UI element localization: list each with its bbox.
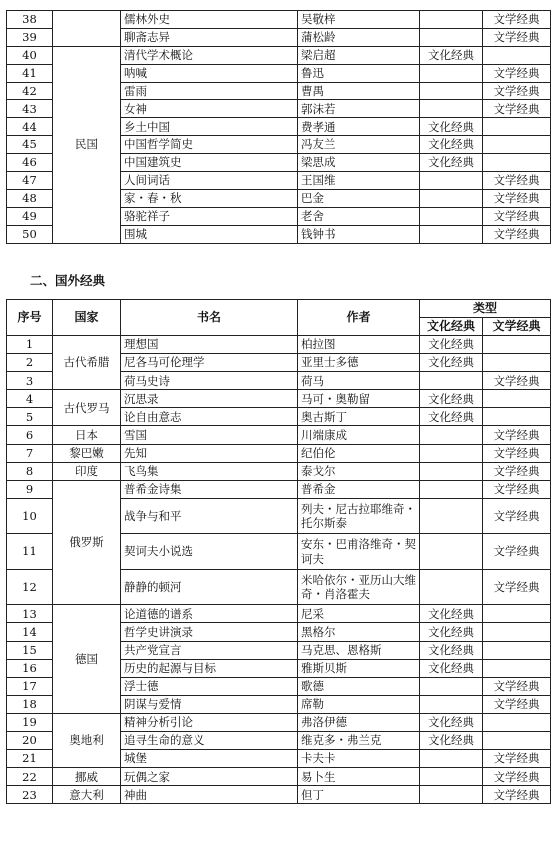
country-cell: 黎巴嫩 (53, 444, 121, 462)
book-title: 先知 (121, 444, 298, 462)
literature-classic (483, 641, 551, 659)
book-author: 普希金 (298, 480, 420, 498)
book-title: 沉思录 (121, 390, 298, 408)
culture-classic (420, 225, 483, 243)
book-title: 历史的起源与目标 (121, 659, 298, 677)
literature-classic (483, 623, 551, 641)
header-author: 作者 (298, 300, 420, 336)
book-title: 精神分析引论 (121, 713, 298, 731)
row-number: 17 (7, 677, 53, 695)
table-row (7, 46, 551, 64)
book-author: 泰戈尔 (298, 462, 420, 480)
literature-classic: 文学经典 (483, 750, 551, 768)
culture-classic (420, 28, 483, 46)
book-title: 呐喊 (121, 64, 298, 82)
culture-classic: 文化经典 (420, 641, 483, 659)
book-author: 老舍 (298, 207, 420, 225)
book-title: 女神 (121, 100, 298, 118)
book-title: 乡土中国 (121, 118, 298, 136)
country-cell: 古代希腊 (53, 336, 121, 390)
literature-classic: 文学经典 (483, 768, 551, 786)
culture-classic: 文化经典 (420, 46, 483, 64)
culture-classic: 文化经典 (420, 136, 483, 154)
book-author: 奥古斯丁 (298, 408, 420, 426)
literature-classic (483, 154, 551, 172)
table-row (7, 336, 551, 354)
book-title: 战争与和平 (121, 498, 298, 534)
book-author: 维克多・弗兰克 (298, 732, 420, 750)
book-title: 飞鸟集 (121, 462, 298, 480)
row-number: 21 (7, 750, 53, 768)
literature-classic: 文学经典 (483, 695, 551, 713)
book-title: 围城 (121, 225, 298, 243)
country-cell: 日本 (53, 426, 121, 444)
literature-classic (483, 118, 551, 136)
culture-classic (420, 444, 483, 462)
header-number: 序号 (7, 300, 53, 336)
country-cell: 奥地利 (53, 713, 121, 767)
row-number: 2 (7, 354, 53, 372)
literature-classic (483, 136, 551, 154)
book-author: 马可・奥勒留 (298, 390, 420, 408)
row-number: 11 (7, 534, 53, 570)
table-row (7, 11, 551, 29)
table-row (7, 786, 551, 804)
row-number: 41 (7, 64, 53, 82)
book-author: 费孝通 (298, 118, 420, 136)
culture-classic (420, 569, 483, 605)
literature-classic: 文学经典 (483, 372, 551, 390)
country-cell: 俄罗斯 (53, 480, 121, 605)
literature-classic (483, 354, 551, 372)
country-cell: 德国 (53, 605, 121, 714)
literature-classic (483, 390, 551, 408)
literature-classic: 文学经典 (483, 28, 551, 46)
row-number: 39 (7, 28, 53, 46)
book-title: 理想国 (121, 336, 298, 354)
book-author: 梁启超 (298, 46, 420, 64)
culture-classic (420, 207, 483, 225)
book-title: 家・春・秋 (121, 189, 298, 207)
culture-classic: 文化经典 (420, 623, 483, 641)
book-title: 聊斋志异 (121, 28, 298, 46)
book-author: 纪伯伦 (298, 444, 420, 462)
culture-classic: 文化经典 (420, 154, 483, 172)
row-number: 49 (7, 207, 53, 225)
culture-classic (420, 172, 483, 190)
table-row (7, 713, 551, 731)
culture-classic (420, 100, 483, 118)
culture-classic (420, 750, 483, 768)
table-row (7, 444, 551, 462)
country-cell: 古代罗马 (53, 390, 121, 426)
culture-classic: 文化经典 (420, 390, 483, 408)
book-author: 巴金 (298, 189, 420, 207)
book-title: 城堡 (121, 750, 298, 768)
culture-classic (420, 64, 483, 82)
section-title: 二、国外经典 (30, 273, 106, 288)
book-title: 雪国 (121, 426, 298, 444)
culture-classic (420, 82, 483, 100)
literature-classic: 文学经典 (483, 225, 551, 243)
literature-classic: 文学经典 (483, 64, 551, 82)
literature-classic: 文学经典 (483, 100, 551, 118)
book-title: 共产党宣言 (121, 641, 298, 659)
book-title: 雷雨 (121, 82, 298, 100)
row-number: 7 (7, 444, 53, 462)
row-number: 6 (7, 426, 53, 444)
book-title: 阴谋与爱情 (121, 695, 298, 713)
book-title: 儒林外史 (121, 11, 298, 29)
row-number: 10 (7, 498, 53, 534)
book-author: 席勒 (298, 695, 420, 713)
culture-classic (420, 768, 483, 786)
book-title: 尼各马可伦理学 (121, 354, 298, 372)
table-row (7, 462, 551, 480)
domestic-classics-table (6, 10, 551, 244)
culture-classic (420, 695, 483, 713)
book-author: 冯友兰 (298, 136, 420, 154)
culture-classic: 文化经典 (420, 605, 483, 623)
row-number: 3 (7, 372, 53, 390)
literature-classic (483, 713, 551, 731)
book-author: 郭沫若 (298, 100, 420, 118)
book-title: 神曲 (121, 786, 298, 804)
row-number: 46 (7, 154, 53, 172)
literature-classic: 文学经典 (483, 498, 551, 534)
culture-classic (420, 372, 483, 390)
row-number: 50 (7, 225, 53, 243)
culture-classic (420, 462, 483, 480)
literature-classic (483, 659, 551, 677)
book-author: 安东・巴甫洛维奇・契诃夫 (298, 534, 420, 570)
row-number: 4 (7, 390, 53, 408)
book-title: 玩偶之家 (121, 768, 298, 786)
header-country: 国家 (53, 300, 121, 336)
book-title: 清代学术概论 (121, 46, 298, 64)
literature-classic (483, 605, 551, 623)
row-number: 15 (7, 641, 53, 659)
book-title: 契诃夫小说选 (121, 534, 298, 570)
book-title: 追寻生命的意义 (121, 732, 298, 750)
row-number: 19 (7, 713, 53, 731)
row-number: 13 (7, 605, 53, 623)
era-cell (53, 11, 121, 47)
literature-classic: 文学经典 (483, 444, 551, 462)
culture-classic (420, 189, 483, 207)
literature-classic: 文学经典 (483, 677, 551, 695)
culture-classic: 文化经典 (420, 354, 483, 372)
literature-classic: 文学经典 (483, 786, 551, 804)
era-cell: 民国 (53, 46, 121, 243)
literature-classic: 文学经典 (483, 462, 551, 480)
culture-classic: 文化经典 (420, 408, 483, 426)
book-author: 尼采 (298, 605, 420, 623)
book-author: 弗洛伊德 (298, 713, 420, 731)
book-title: 骆驼祥子 (121, 207, 298, 225)
book-author: 荷马 (298, 372, 420, 390)
country-cell: 挪威 (53, 768, 121, 786)
culture-classic (420, 498, 483, 534)
book-title: 哲学史讲演录 (121, 623, 298, 641)
country-cell: 意大利 (53, 786, 121, 804)
header-title: 书名 (121, 300, 298, 336)
culture-classic (420, 534, 483, 570)
row-number: 16 (7, 659, 53, 677)
row-number: 47 (7, 172, 53, 190)
book-author: 吴敬梓 (298, 11, 420, 29)
literature-classic (483, 46, 551, 64)
culture-classic (420, 786, 483, 804)
book-title: 普希金诗集 (121, 480, 298, 498)
table-row (7, 605, 551, 623)
culture-classic: 文化经典 (420, 659, 483, 677)
row-number: 43 (7, 100, 53, 118)
row-number: 23 (7, 786, 53, 804)
header-type: 类型 (420, 300, 551, 318)
literature-classic: 文学经典 (483, 11, 551, 29)
table-row (7, 768, 551, 786)
header-row (7, 300, 551, 318)
book-title: 荷马史诗 (121, 372, 298, 390)
row-number: 8 (7, 462, 53, 480)
row-number: 5 (7, 408, 53, 426)
book-author: 易卜生 (298, 768, 420, 786)
row-number: 42 (7, 82, 53, 100)
literature-classic: 文学经典 (483, 569, 551, 605)
row-number: 48 (7, 189, 53, 207)
book-author: 钱钟书 (298, 225, 420, 243)
literature-classic: 文学经典 (483, 189, 551, 207)
culture-classic: 文化经典 (420, 732, 483, 750)
row-number: 1 (7, 336, 53, 354)
book-author: 马克思、恩格斯 (298, 641, 420, 659)
book-author: 曹禺 (298, 82, 420, 100)
book-author: 歌德 (298, 677, 420, 695)
literature-classic: 文学经典 (483, 480, 551, 498)
literature-classic: 文学经典 (483, 426, 551, 444)
header-literature: 文学经典 (483, 318, 551, 336)
row-number: 9 (7, 480, 53, 498)
book-title: 论道德的谱系 (121, 605, 298, 623)
culture-classic (420, 11, 483, 29)
header-culture: 文化经典 (420, 318, 483, 336)
table-row (7, 480, 551, 498)
row-number: 40 (7, 46, 53, 64)
row-number: 44 (7, 118, 53, 136)
row-number: 22 (7, 768, 53, 786)
book-title: 静静的顿河 (121, 569, 298, 605)
literature-classic: 文学经典 (483, 207, 551, 225)
book-title: 论自由意志 (121, 408, 298, 426)
literature-classic (483, 408, 551, 426)
culture-classic (420, 677, 483, 695)
table-row (7, 426, 551, 444)
book-author: 梁思成 (298, 154, 420, 172)
culture-classic: 文化经典 (420, 713, 483, 731)
book-author: 但丁 (298, 786, 420, 804)
literature-classic (483, 732, 551, 750)
book-author: 亚里士多德 (298, 354, 420, 372)
book-title: 中国哲学简史 (121, 136, 298, 154)
row-number: 45 (7, 136, 53, 154)
book-author: 雅斯贝斯 (298, 659, 420, 677)
row-number: 12 (7, 569, 53, 605)
country-cell: 印度 (53, 462, 121, 480)
culture-classic (420, 426, 483, 444)
literature-classic: 文学经典 (483, 82, 551, 100)
book-author: 川端康成 (298, 426, 420, 444)
book-author: 列夫・尼古拉耶维奇・托尔斯泰 (298, 498, 420, 534)
row-number: 14 (7, 623, 53, 641)
book-title: 人间词话 (121, 172, 298, 190)
book-author: 王国维 (298, 172, 420, 190)
book-author: 米哈依尔・亚历山大维奇・肖洛霍夫 (298, 569, 420, 605)
book-author: 黑格尔 (298, 623, 420, 641)
culture-classic (420, 480, 483, 498)
book-author: 蒲松龄 (298, 28, 420, 46)
foreign-classics-table (6, 299, 551, 804)
table-row (7, 390, 551, 408)
row-number: 18 (7, 695, 53, 713)
row-number: 38 (7, 11, 53, 29)
culture-classic: 文化经典 (420, 118, 483, 136)
book-author: 卡夫卡 (298, 750, 420, 768)
row-number: 20 (7, 732, 53, 750)
book-title: 浮士德 (121, 677, 298, 695)
book-author: 柏拉图 (298, 336, 420, 354)
literature-classic: 文学经典 (483, 172, 551, 190)
culture-classic: 文化经典 (420, 336, 483, 354)
literature-classic (483, 336, 551, 354)
book-title: 中国建筑史 (121, 154, 298, 172)
book-author: 鲁迅 (298, 64, 420, 82)
literature-classic: 文学经典 (483, 534, 551, 570)
